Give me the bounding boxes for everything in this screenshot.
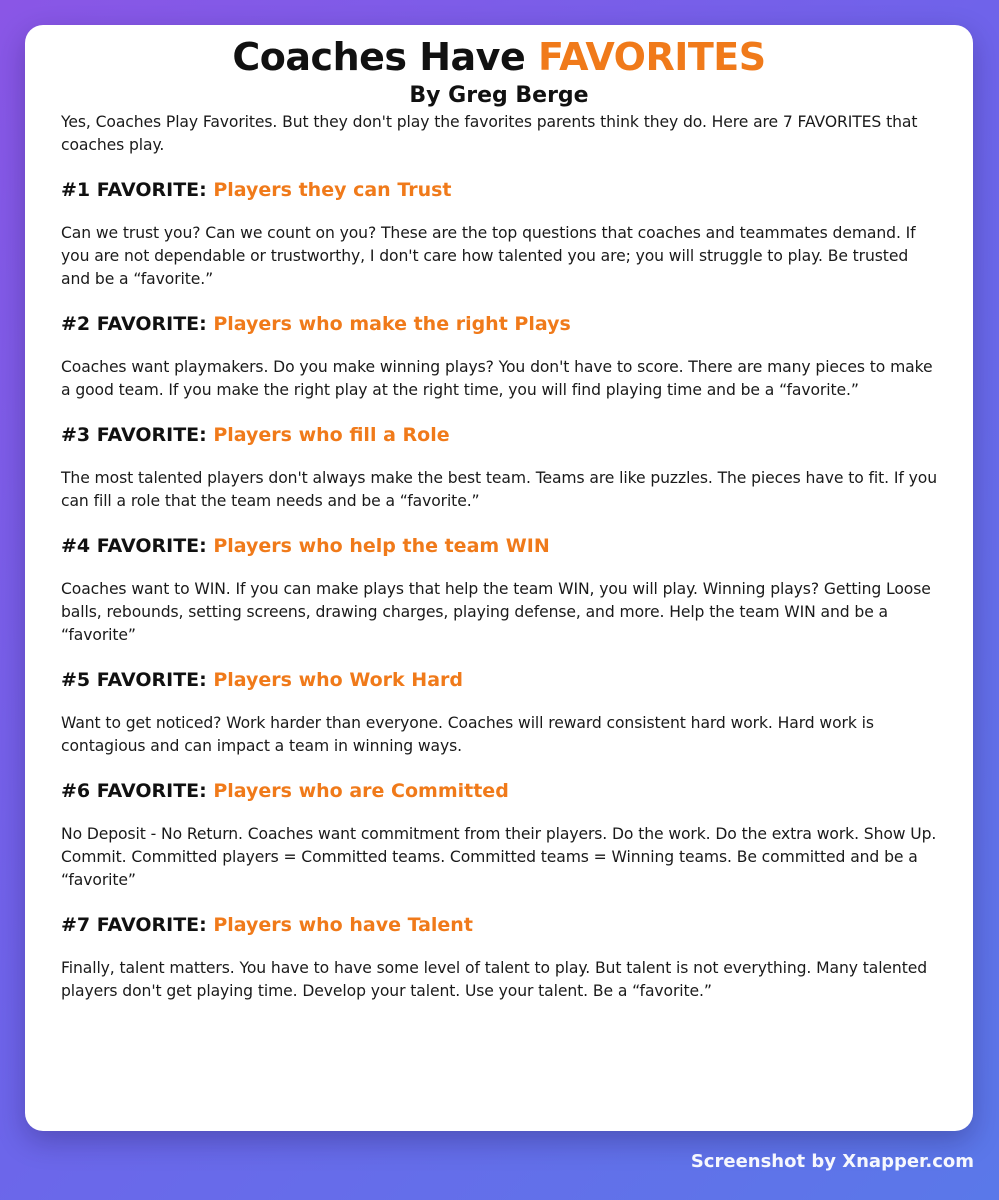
article-title (61, 25, 937, 81)
favorite-number: #7 FAVORITE: (61, 914, 207, 936)
favorite-body: Finally, talent matters. You have to have some level of talent to play. But talent is not everything. Many talented players don't get playing time. Develop your talent. Use your talent. Be a “favorite.” (61, 959, 928, 1000)
favorite-subtitle: Players who help the team WIN (213, 535, 550, 557)
intro-paragraph: Yes, Coaches Play Favorites. But they don't play the favorites parents think they do. Here are 7 FAVORITES that coaches play. (61, 113, 918, 154)
favorite-number: #3 FAVORITE: (61, 424, 207, 446)
favorite-number: #1 FAVORITE: (61, 179, 207, 201)
favorite-section (61, 422, 937, 513)
title-accent: FAVORITES (537, 35, 766, 79)
favorite-subtitle: Players who make the right Plays (213, 313, 571, 335)
favorite-section (61, 912, 937, 1003)
favorite-subtitle: Players who are Committed (213, 780, 509, 802)
favorite-subtitle: Players they can Trust (213, 179, 452, 201)
favorite-body: Can we trust you? Can we count on you? These are the top questions that coaches and teammates demand. If you are not dependable or trustworthy, I don't care how talented you are; you will struggle to play. Be trusted and be a “favorite.” (61, 224, 916, 288)
favorite-body: Coaches want playmakers. Do you make winning plays? You don't have to score. There are many pieces to make a good team. If you make the right play at the right time, you will find playing time and be a “favorite.” (61, 358, 933, 399)
favorite-heading (61, 177, 937, 203)
favorite-section (61, 177, 937, 291)
favorite-number: #5 FAVORITE: (61, 669, 207, 691)
favorite-body: No Deposit - No Return. Coaches want commitment from their players. Do the work. Do the extra work. Show Up. Commit. Committed players = Committed teams. Committed teams = Winning teams. Be committed and be a “favorite” (61, 825, 937, 889)
favorite-subtitle: Players who have Talent (213, 914, 473, 936)
favorite-section (61, 311, 937, 402)
favorite-number: #4 FAVORITE: (61, 535, 207, 557)
favorite-heading (61, 667, 937, 693)
favorite-body: Coaches want to WIN. If you can make plays that help the team WIN, you will play. Winning plays? Getting Loose balls, rebounds, setting screens, drawing charges, playing defense, and more. Help the team WIN and be a “favorite” (61, 580, 931, 644)
favorite-section (61, 778, 937, 892)
favorite-section (61, 533, 937, 647)
favorite-heading (61, 912, 937, 938)
favorite-heading (61, 533, 937, 559)
title-main: Coaches Have (232, 35, 526, 79)
watermark-text: Screenshot by Xnapper.com (690, 1151, 974, 1172)
favorite-section (61, 667, 937, 758)
favorite-subtitle: Players who fill a Role (213, 424, 450, 446)
favorite-heading (61, 778, 937, 804)
article-card (25, 25, 973, 1131)
favorite-number: #6 FAVORITE: (61, 780, 207, 802)
favorite-body: Want to get noticed? Work harder than everyone. Coaches will reward consistent hard work. Hard work is contagious and can impact a team in winning ways. (61, 714, 874, 755)
favorite-body: The most talented players don't always make the best team. Teams are like puzzles. The pieces have to fit. If you can fill a role that the team needs and be a “favorite.” (61, 469, 937, 510)
byline: By Greg Berge (409, 83, 589, 108)
favorite-heading (61, 311, 937, 337)
favorite-number: #2 FAVORITE: (61, 313, 207, 335)
favorite-subtitle: Players who Work Hard (213, 669, 463, 691)
favorite-heading (61, 422, 937, 448)
